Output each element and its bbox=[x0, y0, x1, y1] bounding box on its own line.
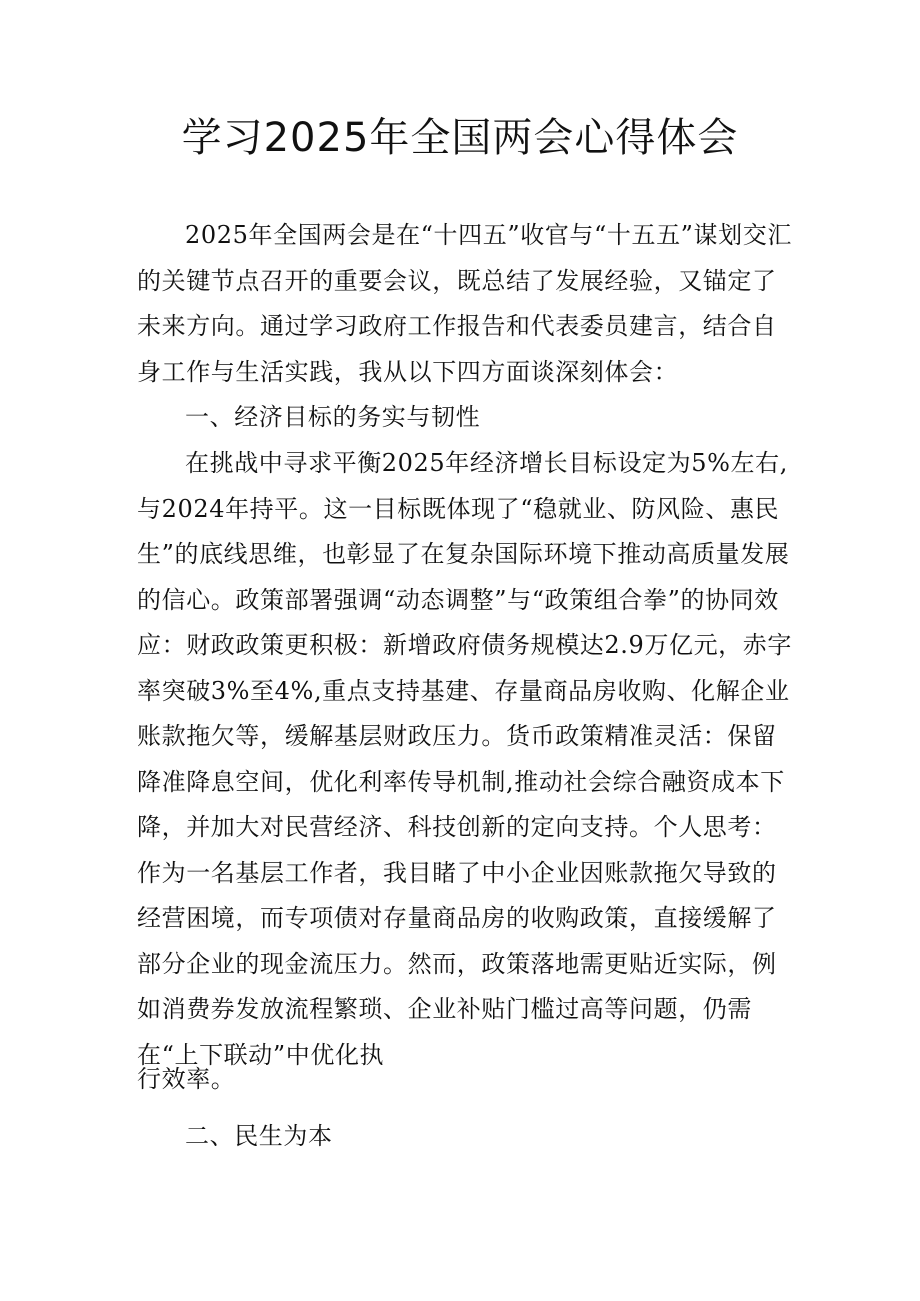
section1-paragraph: 在挑战中寻求平衡2025年经济增长目标设定为5%左右,与2024年持平。这一目标既体现了“稳就业、防风险、惠民生”的底线思维，也彰显了在复杂国际环境下推动高质量发展的信心。政策部署强调“动态调整”与“政策组合拳”的协同效应：财政政策更积极：新增政府债务规模达2.9万亿元，赤字率突破3%至4%,重点支持基建、存量商品房收购、化解企业账款拖欠等，缓解基层财政压力。货币政策精准灵活：保留降准降息空间，优化利率传导机制,推动社会综合融资成本下降，并加大对民营经济、科技创新的定向支持。个人思考：作为一名基层工作者，我目睹了中小企业因账款拖欠导致的经营困境，而专项债对存量商品房的收购政策，直接缓解了部分企业的现金流压力。然而，政策落地需更贴近实际，例如消费券发放流程繁琐、企业补贴门槛过高等问题，仍需在“上下联动”中优化执 bbox=[137, 449, 792, 1069]
document-title: 学习2025年全国两会心得体会 bbox=[181, 115, 739, 161]
section2-heading: 二、民生为本 bbox=[185, 1122, 333, 1150]
section1-heading: 一、经济目标的务实与韧性 bbox=[185, 403, 481, 431]
section1-paragraph-tail: 行效率。 bbox=[137, 1065, 236, 1093]
intro-paragraph: 2025年全国两会是在“十四五”收官与“十五五”谋划交汇的关键节点召开的重要会议，既总结了发展经验，又锚定了未来方向。通过学习政府工作报告和代表委员建言，结合自身工作与生活实践，我从以下四方面谈深刻体会： bbox=[137, 221, 792, 386]
